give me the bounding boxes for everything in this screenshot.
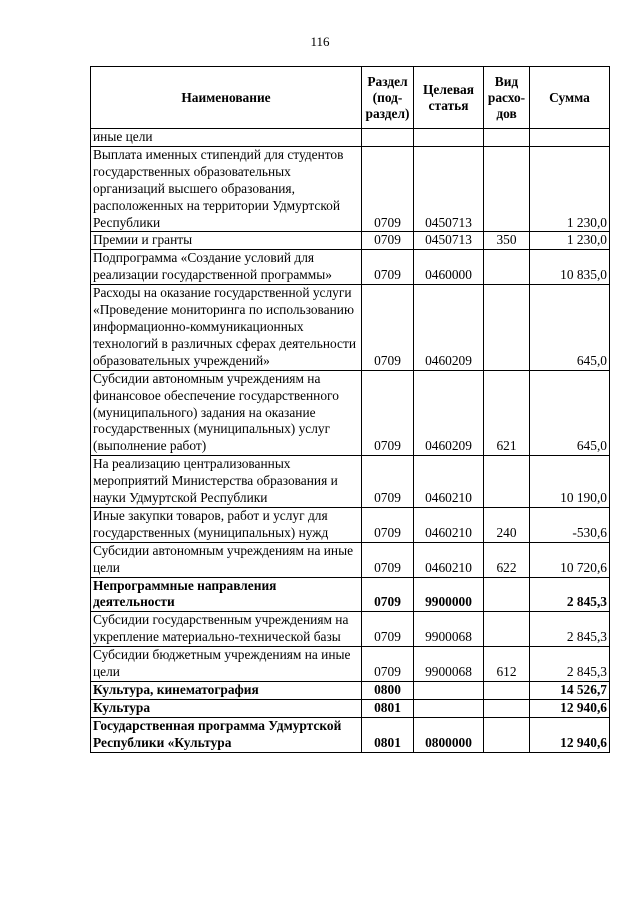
row-article: 0460210 [414,507,484,542]
row-sum: 10 720,6 [530,542,610,577]
row-name: Непрограммные направления деятельности [91,577,362,612]
row-expense-type [484,285,530,371]
row-expense-type [484,699,530,717]
row-name: Субсидии автономным учреждениям на иные цели [91,542,362,577]
table-row [91,717,610,752]
row-name: Субсидии автономным учреждениям на финансовое обеспечение государственного (муниципального) задания на оказание государственных (муниципальных) услуг (выполнение работ) [91,370,362,456]
row-article: 0460210 [414,456,484,508]
budget-table [90,66,610,753]
header-sum: Сумма [530,67,610,129]
table-row [91,647,610,682]
row-expense-type [484,577,530,612]
row-article [414,129,484,147]
row-expense-type: 612 [484,647,530,682]
table-row [91,232,610,250]
table-row [91,612,610,647]
row-name: Подпрограмма «Создание условий для реализации государственной программы» [91,250,362,285]
table-header-row [91,67,610,129]
row-article: 0460000 [414,250,484,285]
table-row [91,370,610,456]
row-article: 0450713 [414,146,484,232]
row-section: 0709 [362,542,414,577]
row-section: 0709 [362,285,414,371]
row-article: 9900000 [414,577,484,612]
row-section: 0800 [362,682,414,700]
row-article: 9900068 [414,612,484,647]
table-row [91,129,610,147]
row-expense-type: 350 [484,232,530,250]
row-sum: 12 940,6 [530,717,610,752]
row-sum: 10 835,0 [530,250,610,285]
row-section: 0709 [362,507,414,542]
row-expense-type: 622 [484,542,530,577]
table-row [91,250,610,285]
row-sum: 2 845,3 [530,647,610,682]
row-expense-type [484,612,530,647]
row-article: 0460210 [414,542,484,577]
row-article: 9900068 [414,647,484,682]
table-row [91,577,610,612]
row-sum: 12 940,6 [530,699,610,717]
row-expense-type [484,456,530,508]
row-expense-type [484,129,530,147]
row-section: 0801 [362,699,414,717]
row-article [414,682,484,700]
table-row [91,699,610,717]
row-name: иные цели [91,129,362,147]
row-sum: 645,0 [530,285,610,371]
row-section: 0709 [362,647,414,682]
table-row [91,542,610,577]
row-section: 0709 [362,232,414,250]
row-name: Выплата именных стипендий для студентов государственных образовательных организаций высшего образования, расположенных на территории Удмуртской Республики [91,146,362,232]
row-sum: 14 526,7 [530,682,610,700]
row-expense-type [484,146,530,232]
row-name: На реализацию централизованных мероприятий Министерства образования и науки Удмуртской Республики [91,456,362,508]
row-name: Премии и гранты [91,232,362,250]
row-sum: 2 845,3 [530,612,610,647]
row-sum: 645,0 [530,370,610,456]
row-sum [530,129,610,147]
row-section: 0709 [362,456,414,508]
row-name: Государственная программа Удмуртской Республики «Культура [91,717,362,752]
header-section: Раздел (под-раздел) [362,67,414,129]
row-expense-type: 240 [484,507,530,542]
row-sum: 1 230,0 [530,232,610,250]
row-name: Иные закупки товаров, работ и услуг для государственных (муниципальных) нужд [91,507,362,542]
row-section: 0709 [362,370,414,456]
page-number: 116 [310,34,330,49]
table-row [91,507,610,542]
row-section [362,129,414,147]
row-section: 0709 [362,250,414,285]
row-section: 0709 [362,612,414,647]
row-expense-type [484,682,530,700]
row-name: Культура, кинематография [91,682,362,700]
row-name: Культура [91,699,362,717]
row-expense-type [484,250,530,285]
row-article: 0460209 [414,285,484,371]
table-row [91,456,610,508]
row-expense-type [484,717,530,752]
table-row [91,682,610,700]
row-sum: 10 190,0 [530,456,610,508]
row-section: 0709 [362,146,414,232]
row-sum: 2 845,3 [530,577,610,612]
row-article: 0800000 [414,717,484,752]
row-section: 0709 [362,577,414,612]
row-section: 0801 [362,717,414,752]
header-article: Целевая статья [414,67,484,129]
table-row [91,285,610,371]
row-name: Субсидии бюджетным учреждениям на иные цели [91,647,362,682]
row-name: Расходы на оказание государственной услуги «Проведение мониторинга по использованию информационно-коммуникационных технологий в различных сферах деятельности образовательных учреждений» [91,285,362,371]
header-expense-type: Вид расхо-дов [484,67,530,129]
row-article: 0450713 [414,232,484,250]
row-article: 0460209 [414,370,484,456]
header-name: Наименование [91,67,362,129]
row-expense-type: 621 [484,370,530,456]
row-sum: -530,6 [530,507,610,542]
table-row [91,146,610,232]
row-name: Субсидии государственным учреждениям на укрепление материально-технической базы [91,612,362,647]
row-sum: 1 230,0 [530,146,610,232]
row-article [414,699,484,717]
